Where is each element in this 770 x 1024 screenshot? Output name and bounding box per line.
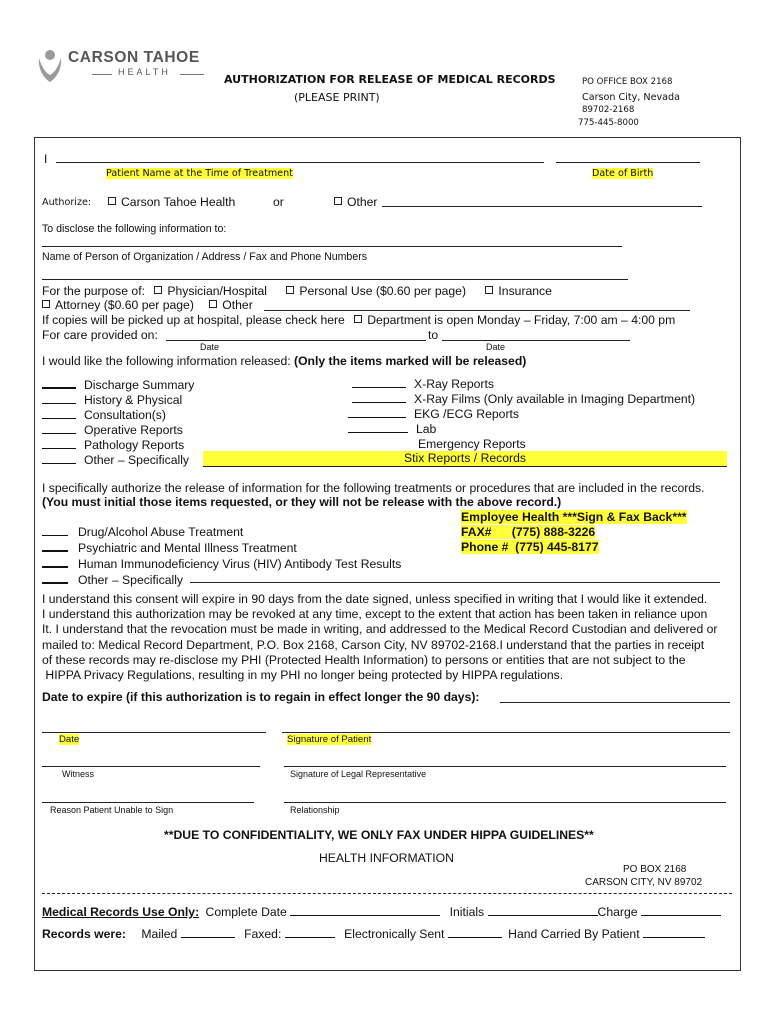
- sensitive-item[interactable]: Human Immunodeficiency Virus (HIV) Antibody Test Results: [42, 556, 401, 572]
- footer-pobox: PO BOX 2168: [623, 864, 687, 875]
- consent-line: of these records may re-disclose my PHI (Protected Health Information) to persons or entities that are not subject to the: [42, 652, 686, 667]
- relationship-label: Relationship: [290, 805, 340, 815]
- authorize-or: or: [273, 195, 284, 209]
- checkbox[interactable]: [42, 300, 50, 308]
- records-were-row: Records were: Mailed Faxed: Electronically Sent Hand Carried By Patient: [42, 927, 705, 941]
- initials-field[interactable]: [488, 905, 598, 916]
- mr-use-label: Medical Records Use Only:: [42, 905, 200, 919]
- release-item[interactable]: Lab: [352, 422, 695, 437]
- address-line: 89702-2168: [582, 105, 635, 115]
- logo-rule-left: [92, 74, 112, 75]
- electronic-field[interactable]: [448, 927, 502, 938]
- authorize-label: Authorize:: [42, 197, 92, 208]
- authorize-other-field[interactable]: [382, 194, 702, 207]
- authorize-option-other[interactable]: [334, 195, 377, 209]
- sensitive-bold: (You must initial those items requested, or they will not be release with the above record.): [42, 495, 562, 509]
- purpose-personal[interactable]: Personal Use ($0.60 per page): [286, 284, 466, 298]
- purpose-label: For the purpose of:: [42, 284, 145, 298]
- release-item[interactable]: X-Ray Reports: [352, 377, 695, 392]
- purpose-other[interactable]: Other: [209, 298, 252, 312]
- disclose-address-field[interactable]: [42, 267, 628, 280]
- disclose-line: To disclose the following information to:: [42, 223, 227, 235]
- pickup-row: [42, 313, 675, 327]
- care-date-label: Date: [200, 342, 220, 352]
- signature-rep-label: Signature of Legal Representative: [290, 769, 427, 779]
- pickup-text: If copies will be picked up at hospital, please check here: [42, 313, 345, 327]
- purpose-attorney[interactable]: Attorney ($0.60 per page): [42, 298, 194, 312]
- release-item[interactable]: History & Physical: [42, 393, 194, 408]
- consent-line: mailed to: Medical Record Department, P.O. Box 2168, Carson City, NV 89702-2168.I understand that the parties in receipt: [42, 637, 705, 652]
- expire-label: Date to expire (if this authorization is to regain in effect longer the 90 days):: [42, 690, 480, 704]
- signature-patient-line[interactable]: [282, 732, 730, 733]
- checkbox[interactable]: [354, 315, 362, 323]
- complete-date-field[interactable]: [290, 905, 440, 916]
- mr-use-row: Medical Records Use Only: Complete Date Initials Charge: [42, 905, 721, 919]
- witness-label: Witness: [62, 769, 95, 779]
- purpose-row-1: [42, 284, 552, 298]
- release-other-value: Stix Reports / Records: [404, 451, 526, 465]
- mailed-field[interactable]: [181, 927, 235, 938]
- checkbox[interactable]: [108, 197, 116, 205]
- sensitive-item[interactable]: Other – Specifically: [42, 572, 401, 588]
- form-subtitle: (PLEASE PRINT): [294, 91, 380, 104]
- release-item[interactable]: Operative Reports: [42, 423, 194, 438]
- sensitive-item[interactable]: Drug/Alcohol Abuse Treatment: [42, 525, 401, 540]
- purpose-insurance[interactable]: Insurance: [485, 284, 552, 298]
- header-address: [578, 75, 681, 131]
- disclose-person-label: Name of Person of Organization / Address / Fax and Phone Numbers: [42, 251, 368, 263]
- logo: [36, 46, 200, 86]
- patient-name-label: Patient Name at the Time of Treatment: [106, 168, 293, 179]
- care-label: For care provided on:: [42, 328, 158, 342]
- checkbox[interactable]: [154, 286, 162, 294]
- faxed-field[interactable]: [285, 927, 335, 938]
- confidential-note: **DUE TO CONFIDENTIALITY, WE ONLY FAX UNDER HIPPA GUIDELINES**: [164, 828, 594, 842]
- dob-label: Date of Birth: [592, 168, 654, 179]
- employee-health: Employee Health ***Sign & Fax Back***: [461, 510, 687, 524]
- hand-carried-field[interactable]: [643, 927, 705, 938]
- purpose-other-field[interactable]: [264, 298, 690, 311]
- release-item[interactable]: X-Ray Films (Only available in Imaging Department): [352, 392, 695, 407]
- authorize-option-cth[interactable]: [108, 195, 235, 209]
- records-were-label: Records were:: [42, 927, 126, 941]
- consent-line: I understand this authorization may be revoked at any time, except to the extent that action has been taken in reliance upon: [42, 607, 708, 622]
- checkbox[interactable]: [334, 197, 342, 205]
- signature-rep-line[interactable]: [284, 766, 726, 767]
- witness-line[interactable]: [42, 766, 260, 767]
- footer-dashed-rule: [42, 893, 732, 894]
- expire-date-field[interactable]: [500, 690, 730, 703]
- logo-name: CARSON TAHOE: [68, 49, 200, 66]
- charge-field[interactable]: [641, 905, 721, 916]
- sensitive-intro: I specifically authorize the release of information for the following treatments or procedures that are included in the records.: [42, 481, 705, 495]
- employee-phone: Phone # (775) 445-8177: [461, 540, 599, 554]
- release-item[interactable]: Pathology Reports: [42, 438, 194, 453]
- care-to: to: [428, 328, 439, 342]
- address-line: 775-445-8000: [578, 118, 639, 128]
- consent-paragraph: [42, 592, 717, 683]
- health-information: HEALTH INFORMATION: [319, 851, 454, 865]
- care-date-label: Date: [486, 342, 506, 352]
- checkbox[interactable]: [286, 286, 294, 294]
- purpose-physician[interactable]: Physician/Hospital: [154, 284, 267, 298]
- signature-patient-label: Signature of Patient: [287, 734, 372, 745]
- address-line: Carson City, Nevada: [582, 92, 681, 103]
- consent-line: I understand this consent will expire in 90 days from the date signed, unless specified in writing that I would like it extended.: [42, 592, 708, 606]
- option-label: Other: [347, 195, 378, 209]
- relationship-line[interactable]: [284, 802, 726, 803]
- checkbox[interactable]: [485, 286, 493, 294]
- patient-name-field[interactable]: [56, 150, 544, 163]
- employee-fax: FAX# (775) 888-3226: [461, 525, 596, 539]
- care-from-field[interactable]: [166, 328, 426, 341]
- release-item[interactable]: Emergency Reports: [418, 437, 526, 451]
- release-right-list: [352, 377, 695, 452]
- sensitive-other-field[interactable]: [190, 570, 720, 583]
- release-other-field[interactable]: [203, 451, 727, 467]
- address-line: PO OFFICE BOX 2168: [582, 77, 673, 87]
- release-item[interactable]: Discharge Summary: [42, 377, 194, 393]
- disclose-recipient-field[interactable]: [42, 234, 622, 247]
- logo-sub: HEALTH: [118, 67, 171, 77]
- release-left-list: [42, 377, 194, 468]
- checkbox[interactable]: [209, 300, 217, 308]
- dob-field[interactable]: [556, 150, 700, 163]
- release-intro-bold: (Only the items marked will be released): [294, 354, 527, 368]
- release-item[interactable]: Other – Specifically: [42, 453, 194, 468]
- care-to-field[interactable]: [442, 328, 630, 341]
- date-line[interactable]: [42, 732, 266, 733]
- consent-line: It. I understand that the revocation must be made in writing, and addressed to the Medical Record Custodian and delivered or: [42, 622, 718, 637]
- form-title: AUTHORIZATION FOR RELEASE OF MEDICAL RECORDS: [224, 73, 556, 86]
- patient-prefix: I: [44, 152, 48, 166]
- reason-line[interactable]: [42, 802, 254, 803]
- sensitive-item[interactable]: Psychiatric and Mental Illness Treatment: [42, 540, 401, 556]
- logo-mark-icon: [36, 48, 64, 84]
- reason-label: Reason Patient Unable to Sign: [50, 805, 174, 815]
- purpose-row-2: [42, 298, 253, 312]
- logo-rule-right: [180, 74, 204, 75]
- consent-line: HIPPA Privacy Regulations, resulting in my PHI no longer being protected by HIPPA regulations.: [42, 668, 564, 683]
- option-label: Carson Tahoe Health: [121, 195, 236, 209]
- footer-city: CARSON CITY, NV 89702: [585, 877, 703, 888]
- date-label: Date: [59, 734, 80, 745]
- release-intro: I would like the following information released: (Only the items marked will be released): [42, 354, 527, 368]
- pickup-checkbox[interactable]: Department is open Monday – Friday, 7:00 am – 4:00 pm: [354, 313, 675, 327]
- release-item[interactable]: EKG /ECG Reports: [352, 407, 695, 422]
- release-item[interactable]: Consultation(s): [42, 408, 194, 423]
